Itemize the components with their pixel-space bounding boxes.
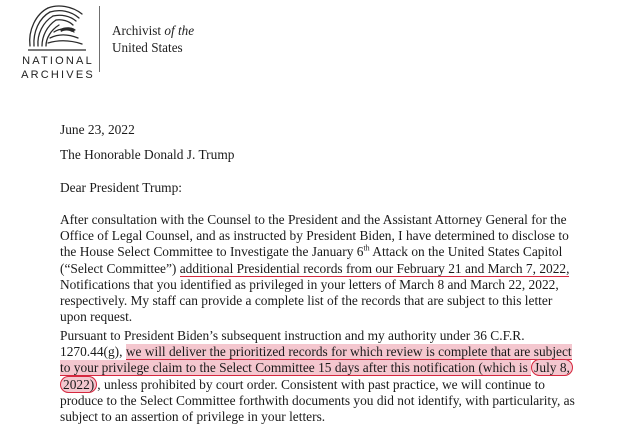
archivist-title-line2: United States [112,40,183,55]
paragraph-line [60,377,575,393]
archivist-title [112,22,194,56]
paragraph-consultation [60,212,569,325]
paragraph-line: subject to an assertion of privilege in your letters. [60,408,326,424]
paragraph-line: respectively. My staff can provide a complete list of the records that are subject to this letter [60,292,553,308]
letter-date: June 23, 2022 [60,122,135,137]
archivist-title-italic: of the [164,23,195,38]
text-run: , unless prohibited by court order. Consistent with past practice, we will continue to [97,376,546,392]
paragraph-line: After consultation with the Counsel to the President and the Assistant Attorney General for the [60,212,567,227]
paragraph-line: produce to the Select Committee forthwith documents you did not identify, with particularity, as [60,392,575,408]
text-run: 1270.44(g), [60,344,126,360]
ordinal-superscript: th [363,243,370,253]
logo-text-national: NATIONAL [22,55,94,67]
paragraph-line [60,244,569,260]
letterhead [0,0,640,90]
letterhead-divider [99,6,100,72]
text-run: the House Select Committee to Investigate the January 6 [60,244,364,260]
letter-addressee: The Honorable Donald J. Trump [60,147,235,162]
circled-date-2022: 2022) [60,376,97,393]
paragraph-line: Notifications that you identified as privileged in your letters of March 8 and March 22, 2022, [60,276,559,292]
archivist-title-line1 [112,22,194,39]
paragraph-line [60,344,575,360]
highlighted-phrase-delivery: we will deliver the prioritized records for which review is complete that are subject [125,344,572,360]
underlined-phrase-records: additional Presidential records from our February 21 and March 7, 2022, [179,260,570,276]
paragraph-delivery [60,328,575,425]
paragraph-line [60,360,575,376]
letter-salutation: Dear President Trump: [60,180,182,195]
paragraph-line: Pursuant to President Biden’s subsequent instruction and my authority under 36 C.F.R. [60,328,525,343]
logo-text-archives: ARCHIVES [21,69,95,81]
paragraph-line [60,261,569,277]
paragraph-line: upon request. [60,309,133,325]
national-archives-logo [8,2,108,82]
eagle-emblem-icon [24,2,90,54]
text-run: (“Select Committee”) [60,260,180,276]
highlighted-phrase-privilege: to your privilege claim to the Select Committee 15 days after this notification (which is [60,360,532,376]
archivist-title-prefix: Archivist [112,23,165,38]
paragraph-line: Office of Legal Counsel, and as instructed by President Biden, I have determined to disclose to [60,228,569,244]
text-run: Attack on the United States Capitol [369,244,563,260]
circled-date-july: July 8, [531,359,573,376]
